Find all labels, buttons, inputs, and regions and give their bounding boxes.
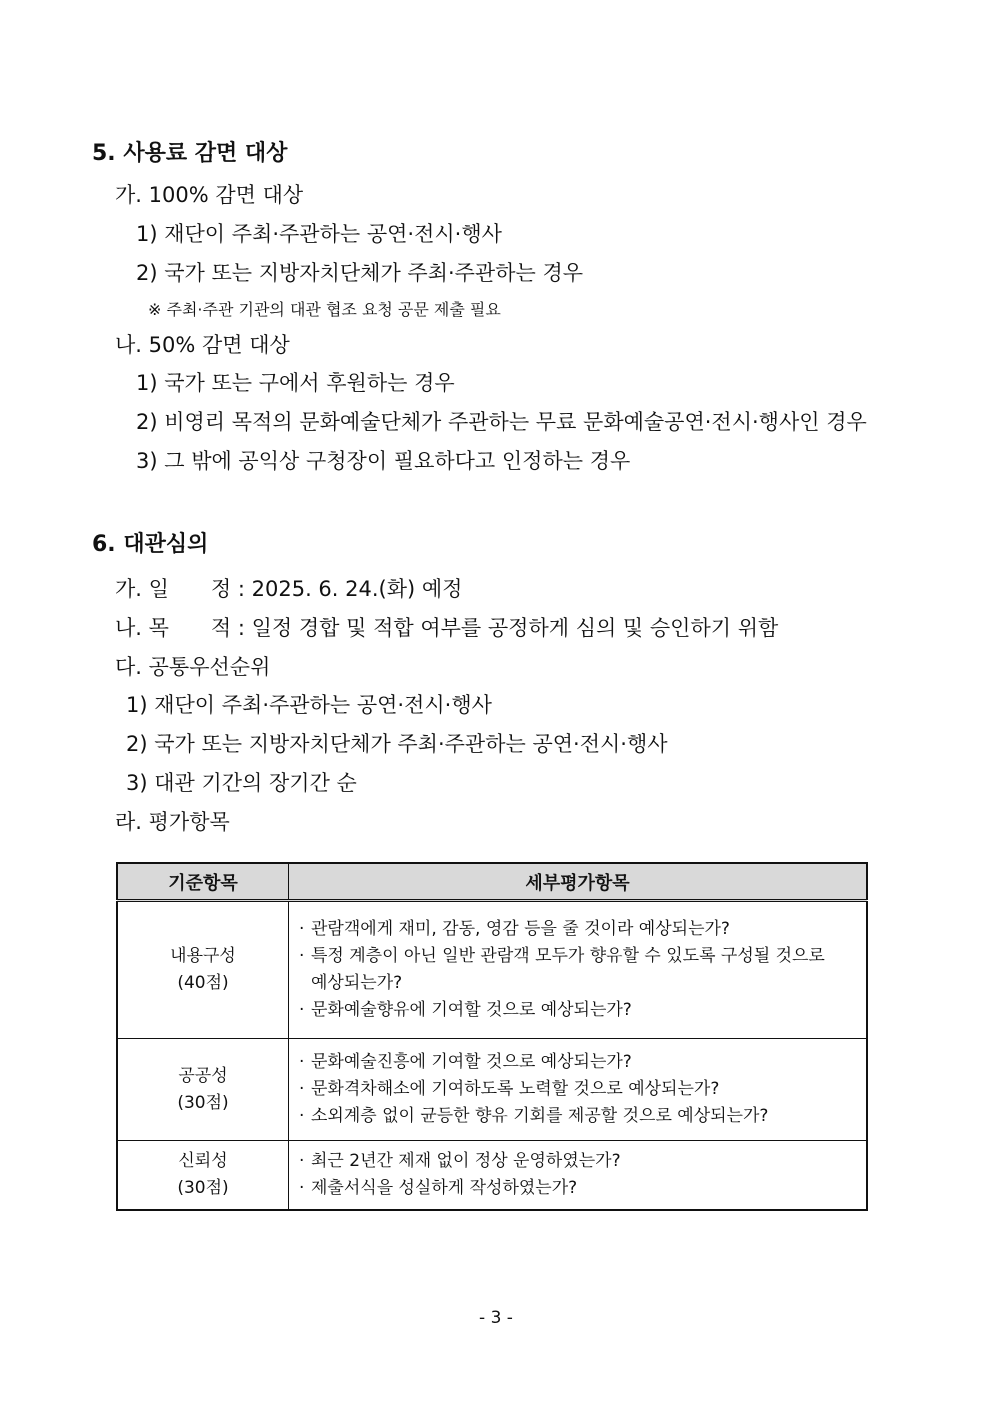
detail-text: 최근 2년간 제재 없이 정상 운영하였는가?	[311, 1150, 621, 1171]
section6-evaluation-title: 라. 평가항목	[115, 810, 230, 834]
section6-priority-item-1: 1) 재단이 주최·주관하는 공연·전시·행사	[126, 693, 492, 717]
section5-b-title: 나. 50% 감면 대상	[115, 333, 290, 357]
section5-title: 5. 사용료 감면 대상	[92, 141, 288, 166]
bullet-icon: ·	[299, 946, 305, 966]
detail-item	[299, 916, 856, 943]
header-details: 세부평가항목	[289, 863, 868, 901]
section5-b-item-3: 3) 그 밖에 공익상 구청장이 필요하다고 인정하는 경우	[136, 449, 631, 473]
header-criterion: 기준항목	[117, 863, 289, 901]
detail-item	[299, 997, 856, 1024]
bullet-icon: ·	[299, 1079, 305, 1099]
section6-priority-title: 다. 공통우선순위	[115, 655, 271, 679]
table-row	[117, 1039, 867, 1141]
detail-item	[299, 1175, 856, 1202]
bullet-icon: ·	[299, 1150, 305, 1171]
detail-item	[299, 1148, 856, 1175]
section6-purpose: 나. 목 적 : 일정 경합 및 적합 여부를 공정하게 심의 및 승인하기 위함	[115, 616, 779, 640]
criterion-cell	[117, 1039, 289, 1141]
section5-b-item-2: 2) 비영리 목적의 문화예술단체가 주관하는 무료 문화예술공연·전시·행사인 경우	[136, 410, 867, 434]
bullet-icon: ·	[299, 919, 305, 939]
criterion-name: 신뢰성	[178, 1150, 228, 1171]
detail-text: 특정 계층이 아닌 일반 관람객 모두가 향유할 수 있도록 구성될 것으로 예상되는가?	[311, 946, 825, 993]
criterion-name: 공공성	[178, 1065, 228, 1086]
detail-text: 문화격차해소에 기여하도록 노력할 것으로 예상되는가?	[311, 1079, 720, 1099]
section5-a-note: ※ 주최·주관 기관의 대관 협조 요청 공문 제출 필요	[148, 300, 501, 319]
criterion-score: (30점)	[177, 1092, 229, 1113]
table-row	[117, 1141, 867, 1210]
criterion-cell	[117, 901, 289, 1039]
section5-a-item-1: 1) 재단이 주최·주관하는 공연·전시·행사	[136, 222, 502, 246]
table-row	[117, 901, 867, 1039]
criterion-score: (40점)	[177, 973, 229, 993]
criterion-cell	[117, 1141, 289, 1210]
bullet-icon: ·	[299, 1052, 305, 1072]
section6-title: 6. 대관심의	[92, 532, 209, 557]
section6-priority-item-2: 2) 국가 또는 지방자치단체가 주최·주관하는 공연·전시·행사	[126, 732, 668, 756]
page-number: - 3 -	[479, 1308, 513, 1328]
detail-text: 관람객에게 재미, 감동, 영감 등을 줄 것이라 예상되는가?	[311, 919, 730, 939]
detail-item	[299, 943, 856, 997]
detail-text: 소외계층 없이 균등한 향유 기회를 제공할 것으로 예상되는가?	[311, 1106, 769, 1126]
details-cell	[289, 1141, 868, 1210]
detail-text: 제출서식을 성실하게 작성하였는가?	[311, 1177, 578, 1198]
detail-item	[299, 1049, 856, 1076]
bullet-icon: ·	[299, 1106, 305, 1126]
detail-item	[299, 1076, 856, 1103]
detail-item	[299, 1103, 856, 1130]
section5-a-title: 가. 100% 감면 대상	[115, 183, 304, 207]
criterion-score: (30점)	[177, 1177, 229, 1198]
section6-priority-item-3: 3) 대관 기간의 장기간 순	[126, 771, 357, 795]
section5-b-item-1: 1) 국가 또는 구에서 후원하는 경우	[136, 371, 455, 395]
detail-text: 문화예술진흥에 기여할 것으로 예상되는가?	[311, 1052, 632, 1072]
section6-schedule: 가. 일 정 : 2025. 6. 24.(화) 예정	[115, 577, 463, 601]
bullet-icon: ·	[299, 1177, 305, 1198]
details-cell	[289, 1039, 868, 1141]
bullet-icon: ·	[299, 1000, 305, 1020]
section5-a-item-2: 2) 국가 또는 지방자치단체가 주최·주관하는 경우	[136, 261, 584, 285]
detail-text: 문화예술향유에 기여할 것으로 예상되는가?	[311, 1000, 632, 1020]
evaluation-table	[116, 862, 868, 1211]
details-cell	[289, 901, 868, 1039]
table-header-row	[117, 863, 867, 901]
criterion-name: 내용구성	[170, 946, 236, 966]
